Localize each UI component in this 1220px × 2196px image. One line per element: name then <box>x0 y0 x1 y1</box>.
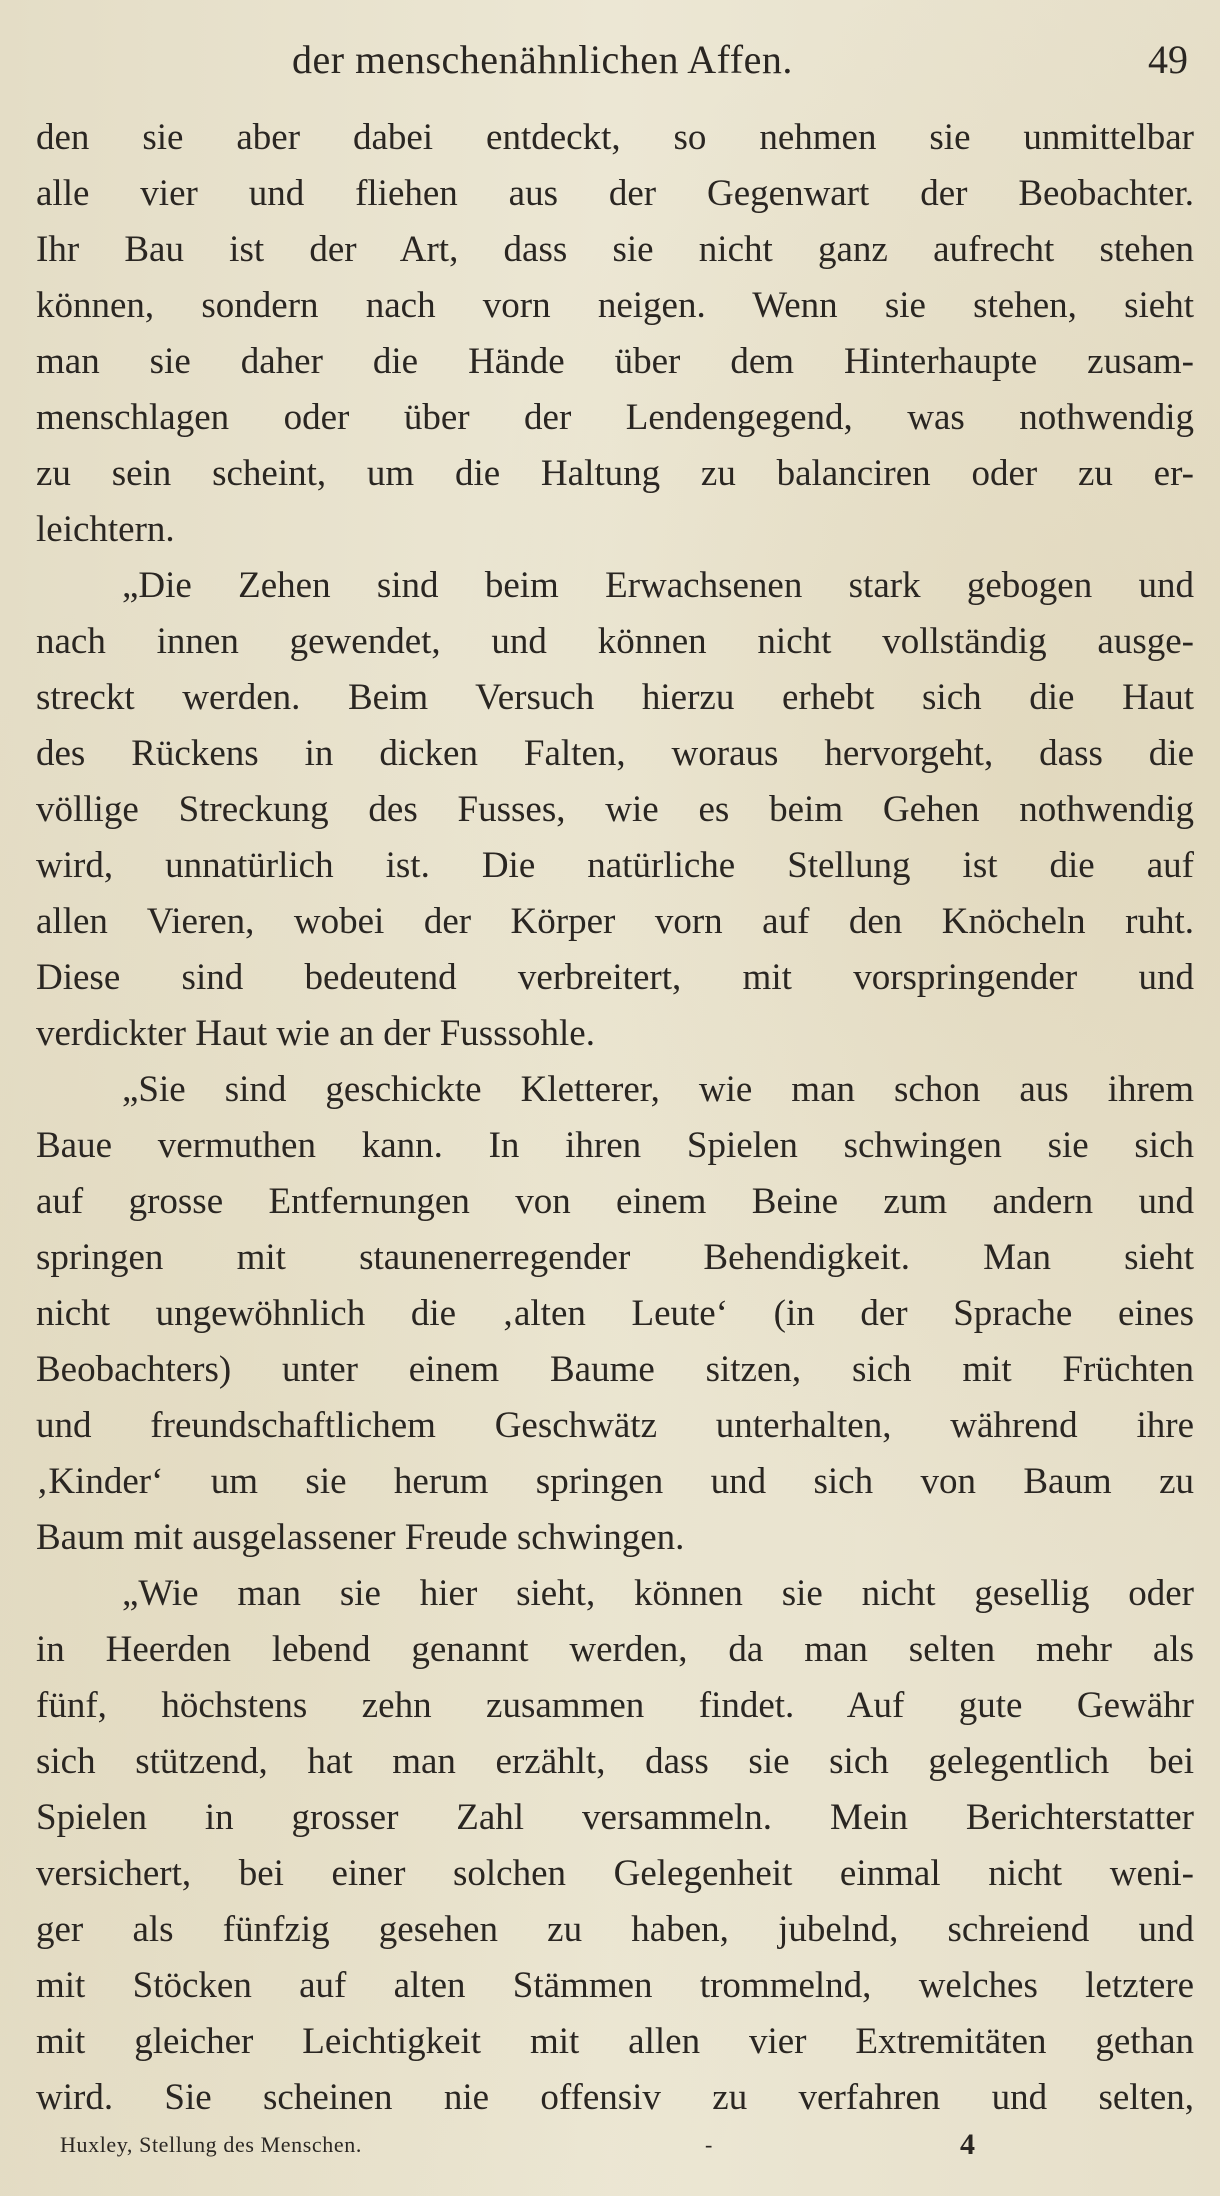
text-line: Ihr Bau ist der Art, dass sie nicht ganz aufrecht stehen <box>36 229 1194 270</box>
text-line: man sie daher die Hände über dem Hinterhaupte zusam- <box>36 341 1194 382</box>
paragraph-start-line: „Sie sind geschickte Kletterer, wie man schon aus ihrem <box>122 1069 1194 1110</box>
text-line: alle vier und fliehen aus der Gegenwart der Beobachter. <box>36 173 1194 214</box>
paragraph-start-line: „Wie man sie hier sieht, können sie nicht gesellig oder <box>122 1573 1194 1614</box>
text-line: sich stützend, hat man erzählt, dass sie sich gelegentlich bei <box>36 1741 1194 1782</box>
text-line: Beobachters) unter einem Baume sitzen, sich mit Früchten <box>36 1349 1194 1390</box>
text-line: in Heerden lebend genannt werden, da man selten mehr als <box>36 1629 1194 1670</box>
paragraph-start-line: „Die Zehen sind beim Erwachsenen stark gebogen und <box>122 565 1194 606</box>
text-line: Diese sind bedeutend verbreitert, mit vorspringender und <box>36 957 1194 998</box>
footer-dash: - <box>705 2132 713 2157</box>
text-line: Baue vermuthen kann. In ihren Spielen schwingen sie sich <box>36 1125 1194 1166</box>
text-line: mit Stöcken auf alten Stämmen trommelnd, welches letztere <box>36 1965 1194 2006</box>
sheet-number: 4 <box>960 2128 975 2161</box>
text-line: fünf, höchstens zehn zusammen findet. Auf gute Gewähr <box>36 1685 1194 1726</box>
text-line: allen Vieren, wobei der Körper vorn auf den Knöcheln ruht. <box>36 901 1194 942</box>
text-line: zu sein scheint, um die Haltung zu balanciren oder zu er- <box>36 453 1194 494</box>
text-line: menschlagen oder über der Lendengegend, was nothwendig <box>36 397 1194 438</box>
text-line: auf grosse Entfernungen von einem Beine zum andern und <box>36 1181 1194 1222</box>
text-line: völlige Streckung des Fusses, wie es beim Gehen nothwendig <box>36 789 1194 830</box>
text-line: verdickter Haut wie an der Fusssohle. <box>36 1013 595 1054</box>
text-line: können, sondern nach vorn neigen. Wenn sie stehen, sieht <box>36 285 1194 326</box>
page-number: 49 <box>1148 37 1188 82</box>
text-line: ‚Kinder‘ um sie herum springen und sich von Baum zu <box>36 1461 1194 1502</box>
text-line: wird, unnatürlich ist. Die natürliche Stellung ist die auf <box>36 845 1194 886</box>
text-line: Spielen in grosser Zahl versammeln. Mein Berichterstatter <box>36 1797 1194 1838</box>
text-line: Baum mit ausgelassener Freude schwingen. <box>36 1517 685 1558</box>
text-line: mit gleicher Leichtigkeit mit allen vier Extremitäten gethan <box>36 2021 1194 2062</box>
running-title: der menschenähnlichen Affen. <box>292 37 793 82</box>
text-line: den sie aber dabei entdeckt, so nehmen sie unmittelbar <box>36 117 1194 158</box>
signature-mark: Huxley, Stellung des Menschen. <box>60 2132 362 2157</box>
text-line: ger als fünfzig gesehen zu haben, jubelnd, schreiend und <box>36 1909 1194 1950</box>
text-line: leichtern. <box>36 509 175 550</box>
text-line: nach innen gewendet, und können nicht vollständig ausge- <box>36 621 1194 662</box>
text-line: wird. Sie scheinen nie offensiv zu verfahren und selten, <box>36 2077 1194 2118</box>
text-line: springen mit staunenerregender Behendigkeit. Man sieht <box>36 1237 1194 1278</box>
text-line: versichert, bei einer solchen Gelegenheit einmal nicht weni- <box>36 1853 1194 1894</box>
body-text <box>36 110 1194 2126</box>
page-footer <box>0 2128 1220 2172</box>
text-line: streckt werden. Beim Versuch hierzu erhebt sich die Haut <box>36 677 1194 718</box>
running-head <box>0 36 1220 96</box>
text-line: nicht ungewöhnlich die ‚alten Leute‘ (in der Sprache eines <box>36 1293 1194 1334</box>
text-line: des Rückens in dicken Falten, woraus hervorgeht, dass die <box>36 733 1194 774</box>
text-line: und freundschaftlichem Geschwätz unterhalten, während ihre <box>36 1405 1194 1446</box>
